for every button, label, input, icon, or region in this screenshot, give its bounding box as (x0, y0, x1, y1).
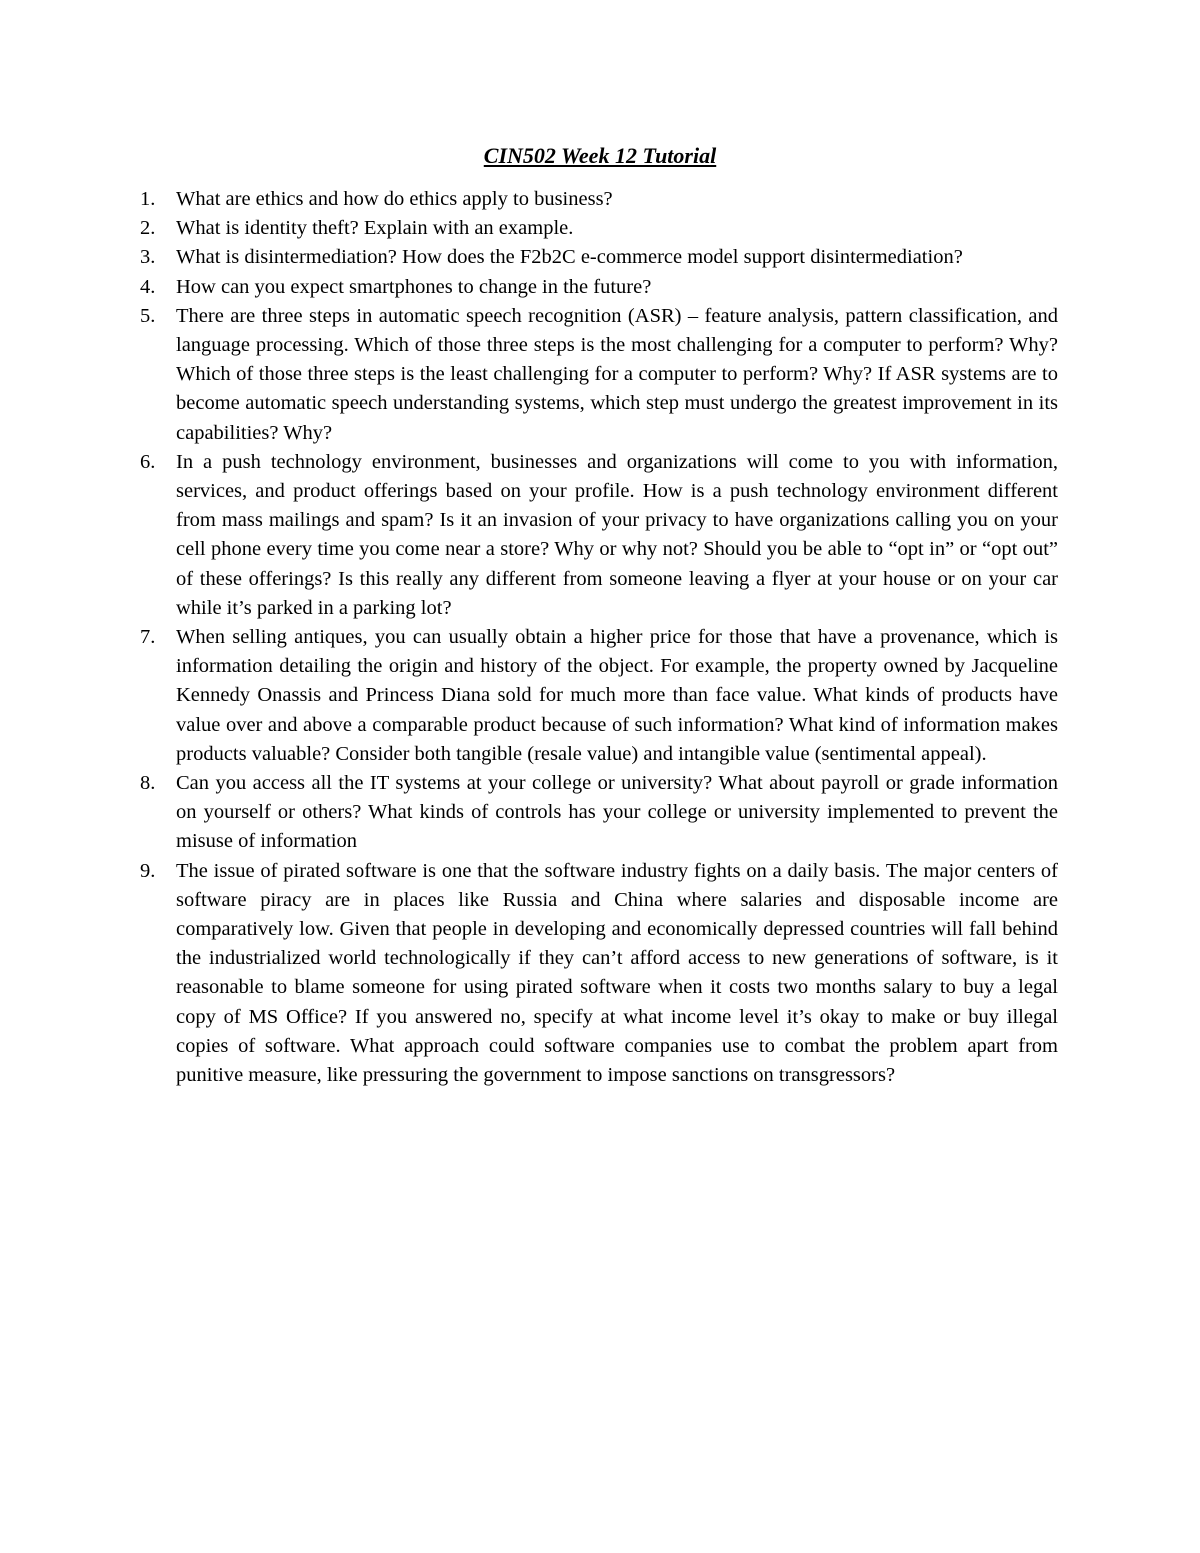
question-text: What are ethics and how do ethics apply to business? (176, 188, 613, 210)
question-number: 5. (140, 304, 156, 327)
question-text: What is identity theft? Explain with an example. (176, 217, 574, 240)
question-item-9 (140, 857, 1058, 1091)
question-item-2 (140, 214, 1058, 243)
question-number: 3. (140, 246, 156, 269)
question-number: 4. (140, 275, 156, 298)
question-text: Can you access all the IT systems at your college or university? What about payroll or grade information on yourself or others? What kinds of controls has your college or university implemented to prevent the misuse of information (176, 772, 1058, 853)
question-number: 6. (140, 450, 156, 473)
question-item-8 (140, 769, 1058, 857)
question-number: 2. (140, 217, 156, 240)
question-text: In a push technology environment, businesses and organizations will come to you with information, services, and product offerings based on your profile. How is a push technology environment different from mass mailings and spam? Is it an invasion of your privacy to have organizations calling you on your cell phone every time you come near a store? Why or why not? Should you be able to “opt in” or “opt out” of these offerings? Is this really any different from someone leaving a flyer at your house or on your car while it’s parked in a parking lot? (176, 450, 1058, 619)
question-text: The issue of pirated software is one that the software industry fights on a daily basis. The major centers of software piracy are in places like Russia and China where salaries and disposable income are comparatively low. Given that people in developing and economically depressed countries will fall behind the industrialized world technologically if they can’t afford access to new generations of software, is it reasonable to blame someone for using pirated software when it costs two months salary to buy a legal copy of MS Office? If you answered no, specify at what income level it’s okay to make or buy illegal copies of software. What approach could software companies use to combat the problem apart from punitive measure, like pressuring the government to impose sanctions on transgressors? (176, 859, 1058, 1087)
question-item-4 (140, 273, 1058, 302)
question-item-3 (140, 243, 1058, 272)
question-text: When selling antiques, you can usually obtain a higher price for those that have a provenance, which is information detailing the origin and history of the object. For example, the property owned by Jacqueline Kennedy Onassis and Princess Diana sold for much more than face value. What kinds of products have value over and above a comparable product because of such information? What kind of information makes products valuable? Consider both tangible (resale value) and intangible value (sentimental appeal). (176, 626, 1058, 765)
question-item-6 (140, 448, 1058, 623)
page-title: CIN502 Week 12 Tutorial (483, 143, 717, 168)
question-item-1 (140, 185, 1058, 214)
question-text: What is disintermediation? How does the F2b2C e-commerce model support disintermediation? (176, 246, 963, 269)
question-list (140, 185, 1058, 1090)
question-item-5 (140, 302, 1058, 448)
question-number: 8. (140, 772, 156, 795)
question-number: 1. (140, 188, 156, 210)
question-item-7 (140, 623, 1058, 769)
question-text: There are three steps in automatic speech recognition (ASR) – feature analysis, pattern classification, and language processing. Which of those three steps is the most challenging for a computer to perform? Why? Which of those three steps is the least challenging for a computer to perform? Why? If ASR systems are to become automatic speech understanding systems, which step must undergo the greatest improvement in its capabilities? Why? (176, 304, 1058, 444)
question-number: 7. (140, 626, 156, 649)
question-number: 9. (140, 859, 156, 882)
question-text: How can you expect smartphones to change in the future? (176, 275, 652, 298)
